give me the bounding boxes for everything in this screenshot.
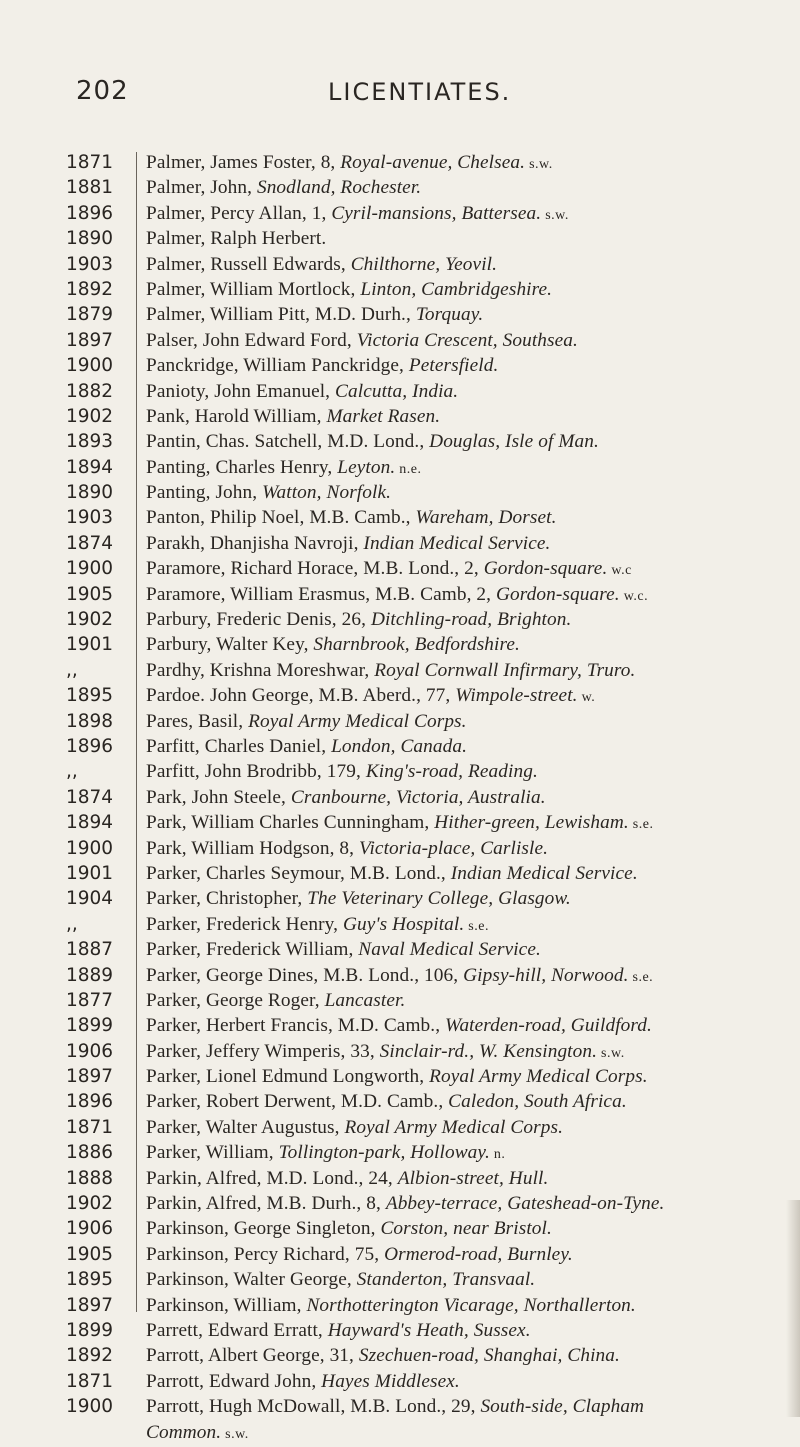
entry-text bbox=[146, 1343, 790, 1370]
entry-year: 1894 bbox=[66, 812, 114, 834]
list-item bbox=[0, 1293, 800, 1318]
entry-text bbox=[146, 1089, 790, 1116]
entry-year: 1900 bbox=[66, 1396, 114, 1418]
entry-name: Pantin, Chas. Satchell, M.D. Lond., bbox=[146, 431, 430, 453]
entry-text bbox=[146, 759, 790, 786]
entry-text bbox=[146, 709, 790, 736]
list-item bbox=[0, 632, 800, 657]
entry-text bbox=[146, 1242, 790, 1269]
list-item bbox=[0, 963, 800, 988]
entry-name: Parkinson, George Singleton, bbox=[146, 1218, 381, 1240]
entry-name: Parker, Walter Augustus, bbox=[146, 1116, 345, 1138]
entry-postal-district: w. bbox=[577, 690, 596, 706]
entry-address: London, Canada. bbox=[331, 735, 468, 757]
entry-address: Petersfield. bbox=[408, 355, 499, 377]
entry-address: Ditchling-road, Brighton. bbox=[370, 609, 572, 631]
entry-address: King's-road, Reading. bbox=[365, 761, 538, 783]
entry-postal-district: s.w. bbox=[541, 207, 569, 223]
list-item bbox=[0, 429, 800, 454]
entry-year: 1900 bbox=[66, 558, 114, 580]
entry-year: 1897 bbox=[66, 1294, 114, 1316]
entry-text bbox=[146, 531, 790, 558]
list-item bbox=[0, 480, 800, 505]
entry-postal-district: s.w. bbox=[221, 1426, 249, 1442]
entry-year: 1898 bbox=[66, 710, 114, 732]
entry-year: 1890 bbox=[66, 228, 114, 250]
entry-postal-district: w.c. bbox=[619, 588, 649, 604]
entry-name: Palmer, Percy Allan, 1, bbox=[146, 202, 332, 224]
list-item bbox=[0, 1318, 800, 1343]
list-item bbox=[0, 1216, 800, 1241]
entry-name: Parbury, Walter Key, bbox=[146, 634, 314, 656]
entry-name: Parkinson, Percy Richard, 75, bbox=[146, 1243, 385, 1265]
entry-address: Royal-avenue, Chelsea. bbox=[340, 152, 526, 173]
entry-text bbox=[146, 1115, 790, 1142]
entry-year: 1893 bbox=[66, 431, 114, 453]
entry-name: Panting, Charles Henry, bbox=[146, 456, 338, 478]
entry-address: Hayward's Heath, Sussex. bbox=[327, 1319, 531, 1341]
entry-address: Wareham, Dorset. bbox=[415, 507, 557, 529]
entry-address: Royal Army Medical Corps. bbox=[429, 1066, 648, 1088]
entry-address: Market Rasen. bbox=[326, 405, 441, 427]
list-item bbox=[0, 379, 800, 404]
entry-text bbox=[146, 1191, 790, 1218]
entry-year: 1902 bbox=[66, 1193, 114, 1215]
entry-address: Watton, Norfolk. bbox=[262, 482, 392, 504]
entry-name: Palser, John Edward Ford, bbox=[146, 329, 357, 351]
entry-text bbox=[146, 836, 790, 863]
entry-year: 1904 bbox=[66, 888, 114, 910]
list-item bbox=[0, 1369, 800, 1394]
entry-text bbox=[146, 988, 790, 1015]
entry-name: Paramore, Richard Horace, M.B. Lond., 2, bbox=[146, 558, 484, 580]
entry-text bbox=[146, 277, 790, 304]
entry-year: 1892 bbox=[66, 1345, 114, 1367]
entry-postal-district: n. bbox=[489, 1147, 506, 1163]
entry-address: Indian Medical Service. bbox=[450, 862, 638, 884]
entry-text bbox=[146, 1394, 790, 1421]
entry-name: Panton, Philip Noel, M.B. Camb., bbox=[146, 507, 416, 529]
list-item bbox=[0, 607, 800, 632]
entry-year: 1879 bbox=[66, 304, 114, 326]
entry-address: Cranbourne, Victoria, Australia. bbox=[290, 786, 546, 808]
entry-text bbox=[146, 1013, 790, 1040]
list-item bbox=[0, 1039, 800, 1064]
entry-address: Gordon-square. bbox=[483, 558, 608, 580]
entry-address: Northotterington Vicarage, Northallerton. bbox=[306, 1294, 636, 1316]
entry-text bbox=[146, 226, 790, 253]
entry-text bbox=[146, 1216, 790, 1243]
entry-year: 1896 bbox=[66, 735, 114, 757]
entry-year: 1887 bbox=[66, 939, 114, 961]
entry-text bbox=[146, 353, 790, 380]
entry-name: Paramore, William Erasmus, M.B. Camb, 2, bbox=[146, 583, 496, 605]
entry-address: Albion-street, Hull. bbox=[397, 1167, 549, 1189]
entry-year: 1877 bbox=[66, 989, 114, 1011]
entry-year: ,, bbox=[66, 761, 78, 783]
entry-name: Parrott, Albert George, 31, bbox=[146, 1345, 359, 1367]
entry-text bbox=[146, 556, 790, 583]
entry-address: Corston, near Bristol. bbox=[380, 1218, 552, 1240]
entry-name: Parker, Robert Derwent, M.D. Camb., bbox=[146, 1091, 449, 1113]
entry-name: Parbury, Frederic Denis, 26, bbox=[146, 609, 371, 631]
entry-name: Parker, Jeffery Wimperis, 33, bbox=[146, 1040, 380, 1062]
list-item bbox=[0, 836, 800, 861]
entry-year: 1902 bbox=[66, 609, 114, 631]
list-item bbox=[0, 1166, 800, 1191]
entry-address: Tollington-park, Holloway. bbox=[278, 1142, 490, 1164]
entry-postal-district: s.e. bbox=[464, 918, 489, 934]
list-item bbox=[0, 175, 800, 200]
list-item bbox=[0, 302, 800, 327]
entry-name: Pardhy, Krishna Moreshwar, bbox=[146, 659, 375, 681]
list-item bbox=[0, 861, 800, 886]
entry-year: 1881 bbox=[66, 177, 114, 199]
entry-text bbox=[146, 582, 790, 609]
entry-text bbox=[146, 455, 790, 482]
entry-address: Victoria Crescent, Southsea. bbox=[356, 329, 578, 351]
list-item bbox=[0, 988, 800, 1013]
list-item bbox=[0, 1242, 800, 1267]
entry-text bbox=[146, 1369, 790, 1396]
running-title: LICENTIATES. bbox=[328, 78, 512, 106]
list-item bbox=[0, 531, 800, 556]
entry-year: 1901 bbox=[66, 862, 114, 884]
entry-address: Hither-green, Lewisham. bbox=[434, 812, 629, 834]
list-item bbox=[0, 1064, 800, 1089]
entry-year: 1874 bbox=[66, 786, 114, 808]
entry-address: Royal Army Medical Corps. bbox=[248, 710, 467, 732]
entry-name: Parker, Christopher, bbox=[146, 888, 308, 910]
entry-year: ,, bbox=[66, 659, 78, 681]
list-item bbox=[0, 150, 800, 175]
entry-year: 1871 bbox=[66, 1116, 114, 1138]
list-item bbox=[0, 226, 800, 251]
entry-text bbox=[146, 1064, 790, 1091]
entry-year: 1871 bbox=[66, 1370, 114, 1392]
entry-name: Pares, Basil, bbox=[146, 710, 249, 732]
entry-text bbox=[146, 632, 790, 659]
entry-postal-district: n.e. bbox=[395, 461, 422, 477]
page-header bbox=[0, 76, 800, 116]
entry-year: 1886 bbox=[66, 1142, 114, 1164]
licentiates-list bbox=[0, 150, 800, 1445]
entry-name: Parker, George Roger, bbox=[146, 989, 325, 1011]
entry-text bbox=[146, 912, 790, 939]
entry-address: Indian Medical Service. bbox=[363, 532, 551, 554]
entry-name: Palmer, William Pitt, M.D. Durh., bbox=[146, 304, 416, 326]
entry-text bbox=[146, 302, 790, 329]
page-number: 202 bbox=[76, 76, 129, 106]
entry-year: ,, bbox=[66, 913, 78, 935]
entry-name: Panting, John, bbox=[146, 482, 263, 504]
entry-name: Palmer, John, bbox=[146, 177, 257, 199]
entry-name: Pardoe. John George, M.B. Aberd., 77, bbox=[146, 685, 456, 707]
entry-address: Wimpole-street. bbox=[455, 685, 578, 707]
entry-year: 1902 bbox=[66, 405, 114, 427]
list-item bbox=[0, 556, 800, 581]
entry-address: Leyton. bbox=[337, 456, 396, 478]
entry-text bbox=[146, 861, 790, 888]
entry-name: Parkinson, Walter George, bbox=[146, 1269, 357, 1291]
list-item bbox=[0, 1089, 800, 1114]
entry-year: 1900 bbox=[66, 355, 114, 377]
entry-name: Panckridge, William Panckridge, bbox=[146, 355, 409, 377]
entry-name: Parrott, Edward John, bbox=[146, 1370, 322, 1392]
entry-year: 1900 bbox=[66, 837, 114, 859]
entry-address: Gipsy-hill, Norwood. bbox=[463, 964, 629, 986]
entry-text bbox=[146, 1166, 790, 1193]
entry-text bbox=[146, 785, 790, 812]
entry-address: Douglas, Isle of Man. bbox=[429, 431, 599, 453]
entry-name: Park, John Steele, bbox=[146, 786, 291, 808]
entry-text bbox=[146, 937, 790, 964]
list-item bbox=[0, 785, 800, 810]
entry-text bbox=[146, 175, 790, 202]
entry-name: Pank, Harold William, bbox=[146, 405, 327, 427]
entry-text bbox=[146, 658, 790, 685]
entry-address: Lancaster. bbox=[324, 989, 406, 1011]
entry-name: Parkinson, William, bbox=[146, 1294, 307, 1316]
entry-address: Naval Medical Service. bbox=[358, 939, 541, 961]
entry-year: 1903 bbox=[66, 507, 114, 529]
entry-postal-district: s.w. bbox=[525, 157, 553, 172]
entry-year: 1905 bbox=[66, 1243, 114, 1265]
entry-name: Palmer, Russell Edwards, bbox=[146, 253, 351, 275]
entry-name: Palmer, William Mortlock, bbox=[146, 278, 361, 300]
list-item bbox=[0, 455, 800, 480]
entry-name: Parfitt, John Brodribb, 179, bbox=[146, 761, 366, 783]
entry-address: Sinclair-rd., W. Kensington. bbox=[379, 1040, 598, 1062]
entry-text bbox=[146, 963, 790, 990]
list-item bbox=[0, 582, 800, 607]
list-item bbox=[0, 353, 800, 378]
entry-name: Parker, George Dines, M.B. Lond., 106, bbox=[146, 964, 464, 986]
entry-text bbox=[146, 734, 790, 761]
entry-text bbox=[146, 505, 790, 532]
entry-year: 1899 bbox=[66, 1015, 114, 1037]
list-item bbox=[0, 759, 800, 784]
entry-text bbox=[146, 150, 790, 177]
entry-name: Parfitt, Charles Daniel, bbox=[146, 735, 332, 757]
entry-address: Linton, Cambridgeshire. bbox=[360, 278, 553, 300]
list-item bbox=[0, 1394, 800, 1419]
entry-name: Parker, Frederick Henry, bbox=[146, 913, 343, 935]
entry-postal-district: s.e. bbox=[628, 969, 654, 985]
entry-year: 1901 bbox=[66, 634, 114, 656]
entry-text bbox=[146, 480, 790, 507]
entry-address: Sharnbrook, Bedfordshire. bbox=[313, 634, 520, 656]
entry-address: Standerton, Transvaal. bbox=[356, 1269, 536, 1291]
list-item bbox=[0, 404, 800, 429]
entry-address: Gordon-square. bbox=[496, 583, 620, 605]
entry-name: Parker, Charles Seymour, M.B. Lond., bbox=[146, 862, 451, 884]
entry-name: Parker, Frederick William, bbox=[146, 939, 359, 961]
entry-address: Abbey-terrace, Gateshead-on-Tyne. bbox=[385, 1193, 665, 1215]
entry-year: 1882 bbox=[66, 380, 114, 402]
entry-text bbox=[146, 886, 790, 913]
entry-name: Palmer, Ralph Herbert. bbox=[146, 228, 327, 250]
entry-text bbox=[146, 429, 790, 456]
entry-address: Royal Army Medical Corps. bbox=[344, 1116, 563, 1138]
entry-name: Parker, Lionel Edmund Longworth, bbox=[146, 1066, 430, 1088]
entry-text bbox=[146, 1420, 790, 1447]
entry-address: Ormerod-road, Burnley. bbox=[384, 1243, 573, 1265]
entry-text bbox=[146, 1318, 790, 1345]
list-item bbox=[0, 937, 800, 962]
entry-name: Parakh, Dhanjisha Navroji, bbox=[146, 532, 364, 554]
list-item bbox=[0, 277, 800, 302]
entry-name: Park, William Hodgson, 8, bbox=[146, 837, 360, 859]
entry-text bbox=[146, 1267, 790, 1294]
entry-address: Calcutta, India. bbox=[335, 380, 459, 402]
entry-name: Parkin, Alfred, M.D. Lond., 24, bbox=[146, 1167, 398, 1189]
entry-year: 1905 bbox=[66, 583, 114, 605]
list-item bbox=[0, 1013, 800, 1038]
entry-year: 1896 bbox=[66, 1091, 114, 1113]
list-item bbox=[0, 505, 800, 530]
entry-year: 1889 bbox=[66, 964, 114, 986]
entry-name: Parker, William, bbox=[146, 1142, 279, 1164]
page-edge-shadow bbox=[786, 1200, 800, 1417]
entry-name: Parrott, Hugh McDowall, M.B. Lond., 29, bbox=[146, 1396, 481, 1418]
entry-postal-district: s.w. bbox=[597, 1045, 625, 1061]
list-item bbox=[0, 683, 800, 708]
entry-postal-district: s.e. bbox=[628, 817, 654, 833]
entry-year: 1874 bbox=[66, 532, 114, 554]
entry-year: 1906 bbox=[66, 1040, 114, 1062]
entry-name: Parkin, Alfred, M.B. Durh., 8, bbox=[146, 1193, 386, 1215]
list-item bbox=[0, 328, 800, 353]
entry-year: 1888 bbox=[66, 1167, 114, 1189]
entry-year: 1890 bbox=[66, 482, 114, 504]
list-item bbox=[0, 810, 800, 835]
entry-address: Royal Cornwall Infirmary, Truro. bbox=[374, 659, 636, 681]
entry-year: 1892 bbox=[66, 278, 114, 300]
entry-text bbox=[146, 379, 790, 406]
entry-year: 1897 bbox=[66, 1066, 114, 1088]
entry-year: 1897 bbox=[66, 329, 114, 351]
entry-text bbox=[146, 404, 790, 431]
list-item bbox=[0, 1191, 800, 1216]
list-item bbox=[0, 1420, 800, 1445]
entry-year: 1895 bbox=[66, 685, 114, 707]
entry-year: 1895 bbox=[66, 1269, 114, 1291]
list-item bbox=[0, 734, 800, 759]
entry-text bbox=[146, 252, 790, 279]
list-item bbox=[0, 252, 800, 277]
entry-address: Caledon, South Africa. bbox=[448, 1091, 627, 1113]
entry-name: Parrett, Edward Erratt, bbox=[146, 1319, 328, 1341]
entry-address: Waterden-road, Guildford. bbox=[445, 1015, 652, 1037]
entry-text bbox=[146, 607, 790, 634]
list-item bbox=[0, 1343, 800, 1368]
entry-year: 1903 bbox=[66, 253, 114, 275]
entry-year: 1906 bbox=[66, 1218, 114, 1240]
entry-year: 1899 bbox=[66, 1319, 114, 1341]
entry-year: 1896 bbox=[66, 202, 114, 224]
entry-address: South-side, Clapham bbox=[480, 1396, 645, 1418]
list-item bbox=[0, 709, 800, 734]
entry-address: Snodland, Rochester. bbox=[256, 177, 422, 199]
list-item bbox=[0, 886, 800, 911]
entry-postal-district: w.c bbox=[607, 563, 632, 579]
entry-name: Parker, Herbert Francis, M.D. Camb., bbox=[146, 1015, 446, 1037]
entry-text bbox=[146, 1293, 790, 1320]
entry-address: Chilthorne, Yeovil. bbox=[350, 253, 498, 275]
list-item bbox=[0, 658, 800, 683]
entry-year: 1871 bbox=[66, 152, 114, 173]
entry-name: Park, William Charles Cunningham, bbox=[146, 812, 435, 834]
entry-address: The Veterinary College, Glasgow. bbox=[307, 888, 571, 910]
entry-text bbox=[146, 810, 790, 837]
list-item bbox=[0, 912, 800, 937]
entry-text bbox=[146, 683, 790, 710]
entry-text bbox=[146, 201, 790, 228]
entry-address: Victoria-place, Carlisle. bbox=[359, 837, 549, 859]
entry-address: Szechuen-road, Shanghai, China. bbox=[358, 1345, 620, 1367]
entry-text bbox=[146, 1039, 790, 1066]
entry-address: Hayes Middlesex. bbox=[321, 1370, 460, 1392]
entry-address: Guy's Hospital. bbox=[342, 913, 465, 935]
entry-name: Panioty, John Emanuel, bbox=[146, 380, 336, 402]
list-item bbox=[0, 1115, 800, 1140]
entry-address: Cyril-mansions, Battersea. bbox=[331, 202, 542, 224]
entry-name: Palmer, James Foster, 8, bbox=[146, 152, 341, 173]
list-item bbox=[0, 1267, 800, 1292]
entry-text bbox=[146, 328, 790, 355]
entry-text bbox=[146, 1140, 790, 1167]
entry-address: Torquay. bbox=[415, 304, 484, 326]
list-item bbox=[0, 1140, 800, 1165]
entry-year: 1894 bbox=[66, 456, 114, 478]
entry-address: Common. bbox=[146, 1421, 222, 1443]
list-item bbox=[0, 201, 800, 226]
